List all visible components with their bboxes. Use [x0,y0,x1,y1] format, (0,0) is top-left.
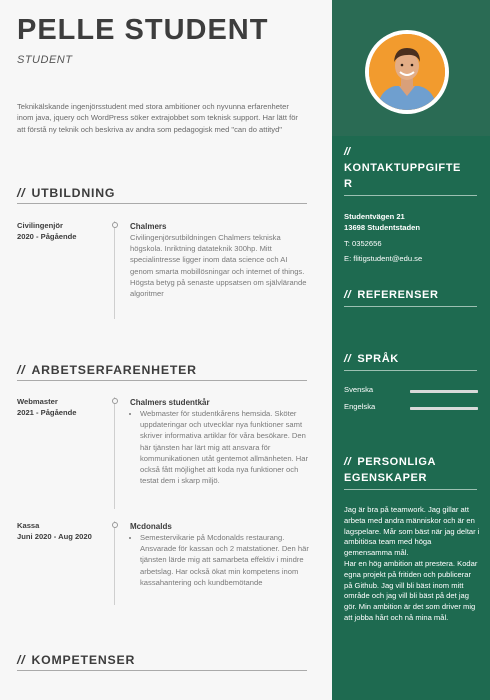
traits-heading-line1: // PERSONLIGA [344,456,437,468]
skills-heading [17,653,307,671]
experience-heading [17,363,307,381]
person-photo-icon [369,34,445,110]
entry-title: Kassa [17,521,40,530]
traits-paragraph: Har en hög ambition att prestera. Kodar egna projekt på fritiden och publicerar på Github. Jag vill bli bäst inom mitt område och jag vill bli bäst på det jag gör. Min ambition är det som driver mig att jobba hårt och nå mina mål. [344,558,478,622]
contact-phone: T: 0352656 [344,238,382,248]
skills-heading-text: KOMPETENSER [31,653,136,667]
traits-paragraph: Jag är bra på teamwork. Jag gillar att arbeta med andra människor och är en lagspelare. Mår som bäst när jag deltar i ambitiösa team med höga gemensamma mål. [344,505,480,558]
entry-date: Juni 2020 - Aug 2020 [17,531,92,541]
heading-slash: // [17,363,26,377]
language-row [344,402,478,414]
heading-slash: // [17,186,26,200]
traits-heading-line2: EGENSKAPER [344,472,428,484]
language-level-fill [410,390,478,393]
timeline-dot [112,398,118,404]
experience-entry [17,397,309,512]
heading-slash: // [17,653,26,667]
entry-right [130,221,310,299]
entry-title: Civilingenjör [17,221,63,230]
education-heading [17,186,307,204]
contact-street: Studentvägen 21 [344,212,405,221]
profile-summary: Teknikälskande ingenjörsstudent med stora ambitioner och nyvunna erfarenheter inom java, jquery och WordPress söker extrajobbet som teknisk support. Har lätt för att förstå ny teknik och beskriva av andra som pedagogisk med "can do attityd" [17,102,298,134]
entry-left [17,221,107,242]
language-name: Engelska [344,402,376,411]
contact-city: 13698 Studentstaden [344,222,420,232]
contact-heading-slash: // [344,146,351,158]
avatar [369,34,445,110]
entry-bullets [130,408,310,486]
timeline-dot [112,522,118,528]
language-level-bar [410,390,478,393]
contact-heading-line1: KONTAKTUPPGIFTE [344,162,461,174]
person-name: PELLE STUDENT [17,14,269,46]
language-level-bar [410,407,478,410]
entry-bullet: • Semestervikarie på Mcdonalds restaurang. Ansvarade för kassan och 2 matstationer. Den här tjänsten lärde mig att samarbeta effektiv i mindre arbetslag. Har också ökat min kompetens inom kassahantering och kundbemötande [140,532,310,588]
traits-heading [344,454,477,490]
traits-text [344,505,480,624]
language-row [344,385,478,397]
contact-details [344,212,479,265]
entry-left [17,397,107,418]
timeline-line [114,221,115,319]
contact-email: E: flitigstudent@edu.se [344,254,423,264]
languages-heading-text: SPRÅK [357,353,399,365]
entry-right [130,521,310,588]
contact-heading-line2: R [344,178,353,190]
languages-heading [344,351,477,371]
entry-org: Mcdonalds [130,522,172,531]
entry-org: Chalmers studentkår [130,398,210,407]
language-level-fill [410,407,478,410]
entry-date: 2021 - Pågående [17,407,77,417]
entry-date: 2020 - Pågående [17,231,77,241]
entry-org: Chalmers [130,222,167,231]
experience-heading-text: ARBETSERFARENHETER [31,363,197,377]
experience-entry [17,521,309,606]
contact-heading [344,160,477,196]
language-name: Svenska [344,385,374,394]
entry-bullets [130,532,310,588]
timeline-line [114,521,115,605]
entry-title: Webmaster [17,397,58,406]
references-heading [344,287,477,307]
heading-slash: // [344,289,352,301]
heading-slash: // [344,353,352,365]
entry-description: Civilingenjörsutbildningen Chalmers tekniska högskola. Inriktning datateknik 300hp. Mitt specialintresse ligger inom data science och AI genom smarta mobillösningar och internet of things. Högsta betyg på senaste uppsatsen om självlärande algoritmer [130,233,307,299]
entry-left [17,521,107,542]
entry-right [130,397,310,486]
timeline-dot [112,222,118,228]
education-entry [17,221,309,321]
timeline-line [114,397,115,509]
person-role: STUDENT [17,54,73,66]
entry-bullet: • Webmaster för studentkårens hemsida. Sköter uppdateringar och utvecklar nya funktioner samt skriver informativa artiklar för våra besökare. Den här tjänsten har lärt mig att ansvara för kommunikationen utåt gentemot allmänheten. Har också fått möjlighet att koda nya funktioner och testat dem i skarp miljö. [140,408,310,486]
references-heading-text: REFERENSER [357,289,439,301]
education-heading-text: UTBILDNING [31,186,116,200]
